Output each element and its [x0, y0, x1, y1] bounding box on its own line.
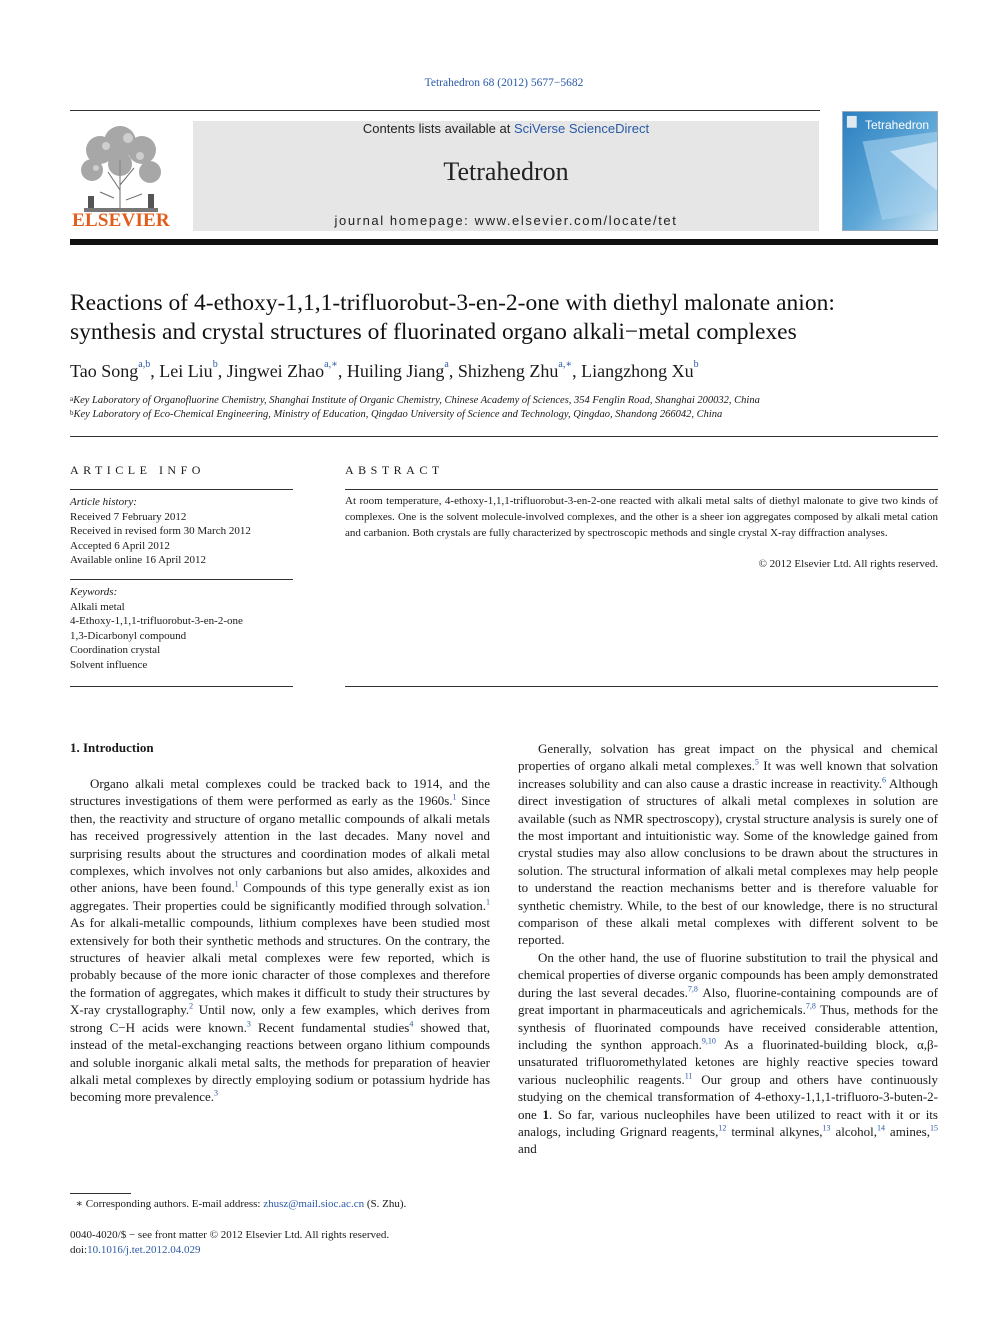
abstract-rule-top [345, 489, 938, 490]
author-name: Lei Liu [159, 361, 213, 381]
history-label: Article history: [70, 496, 137, 508]
citation-link[interactable]: 7,8 [805, 1001, 816, 1011]
footnote-text: Corresponding authors. E-mail address: [82, 1198, 264, 1210]
issn-block [70, 1228, 389, 1257]
body-text: Organo alkali metal complexes could be tracked back to 1914, and the structures investigations of them were performed as early as the 1960s. [70, 776, 490, 809]
title-line-2: synthesis and crystal structures of fluorinated organo alkali−metal complexes [70, 319, 797, 345]
body-text: Thus, methods for the synthesis of fluorinated compounds have received considerable attention, including the synthon approach. [518, 1002, 938, 1052]
body-text: alcohol, [830, 1123, 877, 1139]
abstract-copyright: © 2012 Elsevier Ltd. All rights reserved. [758, 558, 938, 570]
body-text: . So far, various nucleophiles have been utilized to react with it or its analogs, including Grignard reagents, [518, 1106, 938, 1139]
body-text: Recent fundamental studies [250, 1019, 410, 1035]
contents-prefix: Contents lists available at [362, 121, 514, 136]
citation-link[interactable]: 9,10 [701, 1036, 716, 1046]
history-revised: Received in revised form 30 March 2012 [70, 525, 251, 537]
author-separator: , [572, 361, 582, 381]
citation-link[interactable]: 4 [409, 1019, 414, 1029]
issn-line: 0040-4020/$ − see front matter © 2012 Elsevier Ltd. All rights reserved. [70, 1229, 390, 1241]
keywords-block [70, 585, 293, 672]
body-text: and [518, 1141, 537, 1157]
affiliation-a [70, 395, 950, 406]
body-text: As for alkali-metallic compounds, lithium complexes have been studied most extensively for both their synthetic methods and structures. On the contrary, the structures of heavier alkali metal complexes were few reported, which is probably because of the more ionic character of those complexes and therefore the formation of aggregates, which makes it difficult to study their structures by X-ray crystallography. [70, 915, 490, 1018]
abstract-text: At room temperature, 4-ethoxy-1,1,1-trifluorobut-3-en-2-one reacted with alkali metal salts of diethyl malonate to give two kinds of complexes. One is the solvent molecule-involved complexes, and the other is a sheer ion aggregates composed by alkali metal cation and carbanion. Both crystals are fully characterized by spectroscopic methods and single crystal X-ray diffraction analyses. [345, 495, 938, 539]
citation-link[interactable]: 5 [754, 758, 759, 768]
affiliation-text: Key Laboratory of Eco-Chemical Engineering, Ministry of Education, Qingdao University of Science and Technology, Qingdao, Shandong 266042, China [73, 409, 723, 420]
body-column-right [518, 740, 938, 1158]
affiliation-text: Key Laboratory of Organofluorine Chemistry, Shanghai Institute of Organic Chemistry, Chinese Academy of Sciences, 354 Fenglin Road, Shanghai 200032, China [73, 395, 760, 406]
keyword: Solvent influence [70, 658, 148, 671]
citation-link[interactable]: 6 [882, 775, 886, 785]
body-text: Also, fluorine-containing compounds are of great important in pharmaceuticals and agrichemicals. [518, 984, 938, 1018]
sciencedirect-link[interactable]: SciVerse ScienceDirect [513, 121, 650, 136]
keyword: 4-Ethoxy-1,1,1-trifluorobut-3-en-2-one [70, 615, 243, 627]
body-paragraph [70, 775, 490, 1106]
author-email-link[interactable]: zhusz@mail.sioc.ac.cn [263, 1198, 365, 1210]
affiliation-b [70, 409, 950, 420]
body-column-left [70, 775, 490, 1106]
body-text: showed that, instead of the metal-exchanging reactions between organo lithium compounds and soluble inorganic alkali metal salts, the methods for preparation of heavier alkali metal complexes by directly employing sodium or potassium hydride has becoming more prevalence. [70, 1019, 490, 1105]
author-affiliation-mark[interactable]: a,∗ [558, 359, 573, 370]
compound-number: 1 [542, 1106, 549, 1122]
affiliation-mark: b [70, 409, 74, 417]
article-title [70, 289, 950, 347]
citation-link[interactable]: 12 [718, 1123, 727, 1133]
author-name: Tao Song [70, 361, 139, 381]
citation-link[interactable]: 3 [246, 1019, 251, 1029]
journal-name: Tetrahedron [443, 157, 569, 186]
body-text: Generally, solvation has great impact on the physical and chemical properties of organo alkali metal complexes. [518, 741, 938, 774]
abstract-heading: ABSTRACT [345, 463, 444, 477]
citation-link[interactable]: 1 [486, 897, 490, 907]
article-history [70, 495, 293, 568]
citation-link[interactable]: 14 [876, 1123, 885, 1133]
affiliation-mark: a [70, 395, 74, 403]
history-online: Available online 16 April 2012 [70, 554, 207, 566]
citation-link[interactable]: 15 [930, 1123, 938, 1133]
cover-title: Tetrahedron [865, 118, 930, 132]
body-text: amines, [884, 1123, 930, 1139]
doi-link[interactable]: 10.1016/j.tet.2012.04.029 [87, 1243, 201, 1256]
author-separator: , [448, 361, 458, 381]
citation-link[interactable]: 3 [214, 1088, 219, 1098]
history-accepted: Accepted 6 April 2012 [70, 539, 170, 552]
body-text: It was well known that solvation increases solubility and can also cause a drastic increase in reactivity. [518, 758, 938, 791]
journal-reference[interactable]: Tetrahedron 68 (2012) 5677−5682 [424, 77, 584, 89]
header-rule [70, 110, 820, 111]
elsevier-wordmark: ELSEVIER [72, 210, 170, 231]
history-received: Received 7 February 2012 [70, 510, 187, 523]
article-info-heading: ARTICLE INFO [70, 463, 205, 477]
author-separator: , [337, 361, 347, 381]
abstract-rule-bottom [345, 686, 938, 687]
info-rule-2 [70, 579, 293, 580]
author-name: Liangzhong Xu [581, 361, 694, 381]
section-heading-introduction: 1. Introduction [70, 740, 154, 755]
body-text: Since then, the reactivity and structure of organo metallic compounds of alkali metals has received progressively attention in the last decades. Many novel and surprising results about the structures and coordination modes of alkali metal complexes, which involves not only carbanions but also amides, alkoxides and other anions, have been found. [70, 793, 490, 896]
author-name: Jingwei Zhao [226, 361, 325, 381]
keyword: Alkali metal [70, 600, 125, 613]
info-rule-1 [70, 489, 293, 490]
author-affiliation-mark[interactable]: a [444, 359, 449, 370]
author-affiliation-mark[interactable]: a,b [138, 359, 151, 370]
footnote-rule [70, 1193, 131, 1194]
keyword: Coordination crystal [70, 644, 161, 656]
body-text: terminal alkynes, [726, 1123, 823, 1139]
section-rule [70, 436, 938, 437]
author-list [70, 361, 950, 382]
author-name: Shizheng Zhu [457, 361, 559, 381]
citation-link[interactable]: 1 [234, 880, 239, 890]
body-text: Although direct investigation of structures of alkali metal complexes in solution are available (such as NMR spectroscopy), crystal structure analysis is surely one of the most important and intuitionistic way. Some of the knowledge gained from crystal studies may also allow conclusions to be drawn about the structures in solution. The structural information of alkali metal complexes may help people to understand the reaction mechanisms better and is therefore valuable for synthetic chemistry. While, to the best of our knowledge, there is no structural comparison of these alkali metal complexes with different solvent to be reported. [518, 775, 938, 948]
citation-link[interactable]: 2 [189, 1001, 194, 1011]
body-text: Our group and others have continuously studying on the chemical transformation of 4-ethoxy-1,1,1-trifluoro-3-buten-2-one [518, 1071, 939, 1122]
body-text: Compounds of this type generally exist as ion aggregates. Their properties could be significantly modified through solvation. [70, 880, 490, 913]
contents-line [193, 121, 819, 136]
title-line-1: Reactions of 4-ethoxy-1,1,1-trifluorobut-3-en-2-one with diethyl malonate anion: [70, 290, 835, 316]
doi-line [70, 1243, 389, 1258]
doi-prefix: doi: [70, 1243, 88, 1256]
footnote-mark: ∗ [75, 1198, 83, 1210]
keywords-label: Keywords: [70, 586, 118, 598]
citation-link[interactable]: 1 [452, 793, 457, 803]
author-affiliation-mark[interactable]: a,∗ [324, 359, 338, 370]
author-affiliation-mark[interactable]: b [212, 359, 218, 370]
author-separator: , [217, 361, 227, 381]
body-paragraph [518, 740, 938, 949]
author-name: Huiling Jiang [346, 361, 445, 381]
info-rule-3 [70, 686, 293, 687]
citation-link[interactable]: 13 [822, 1123, 831, 1133]
corresponding-author-footnote [70, 1197, 406, 1210]
author-affiliation-mark[interactable]: b [693, 359, 699, 370]
keyword: 1,3-Dicarbonyl compound [70, 629, 187, 642]
body-text: On the other hand, the use of fluorine substitution to trail the physical and chemical properties of diverse organic compounds has been amply demonstrated during the last several decades. [518, 949, 938, 1000]
footnote-tail: (S. Zhu). [364, 1198, 407, 1210]
journal-homepage[interactable]: journal homepage: www.elsevier.com/locate/tet [334, 213, 678, 228]
citation-link[interactable]: 7,8 [687, 984, 698, 994]
body-text: As a fluorinated-building block, α,β-unsaturated trifluoromethylated ketones are highly reactive species toward various nucleophilic reagents. [518, 1036, 938, 1087]
citation-link[interactable]: 11 [684, 1071, 693, 1081]
header-thick-rule [70, 239, 938, 245]
author-separator: , [150, 361, 160, 381]
body-paragraph [518, 949, 938, 1158]
body-text: Until now, only a few examples, which derives from strong C−H acids were known. [70, 1002, 491, 1035]
